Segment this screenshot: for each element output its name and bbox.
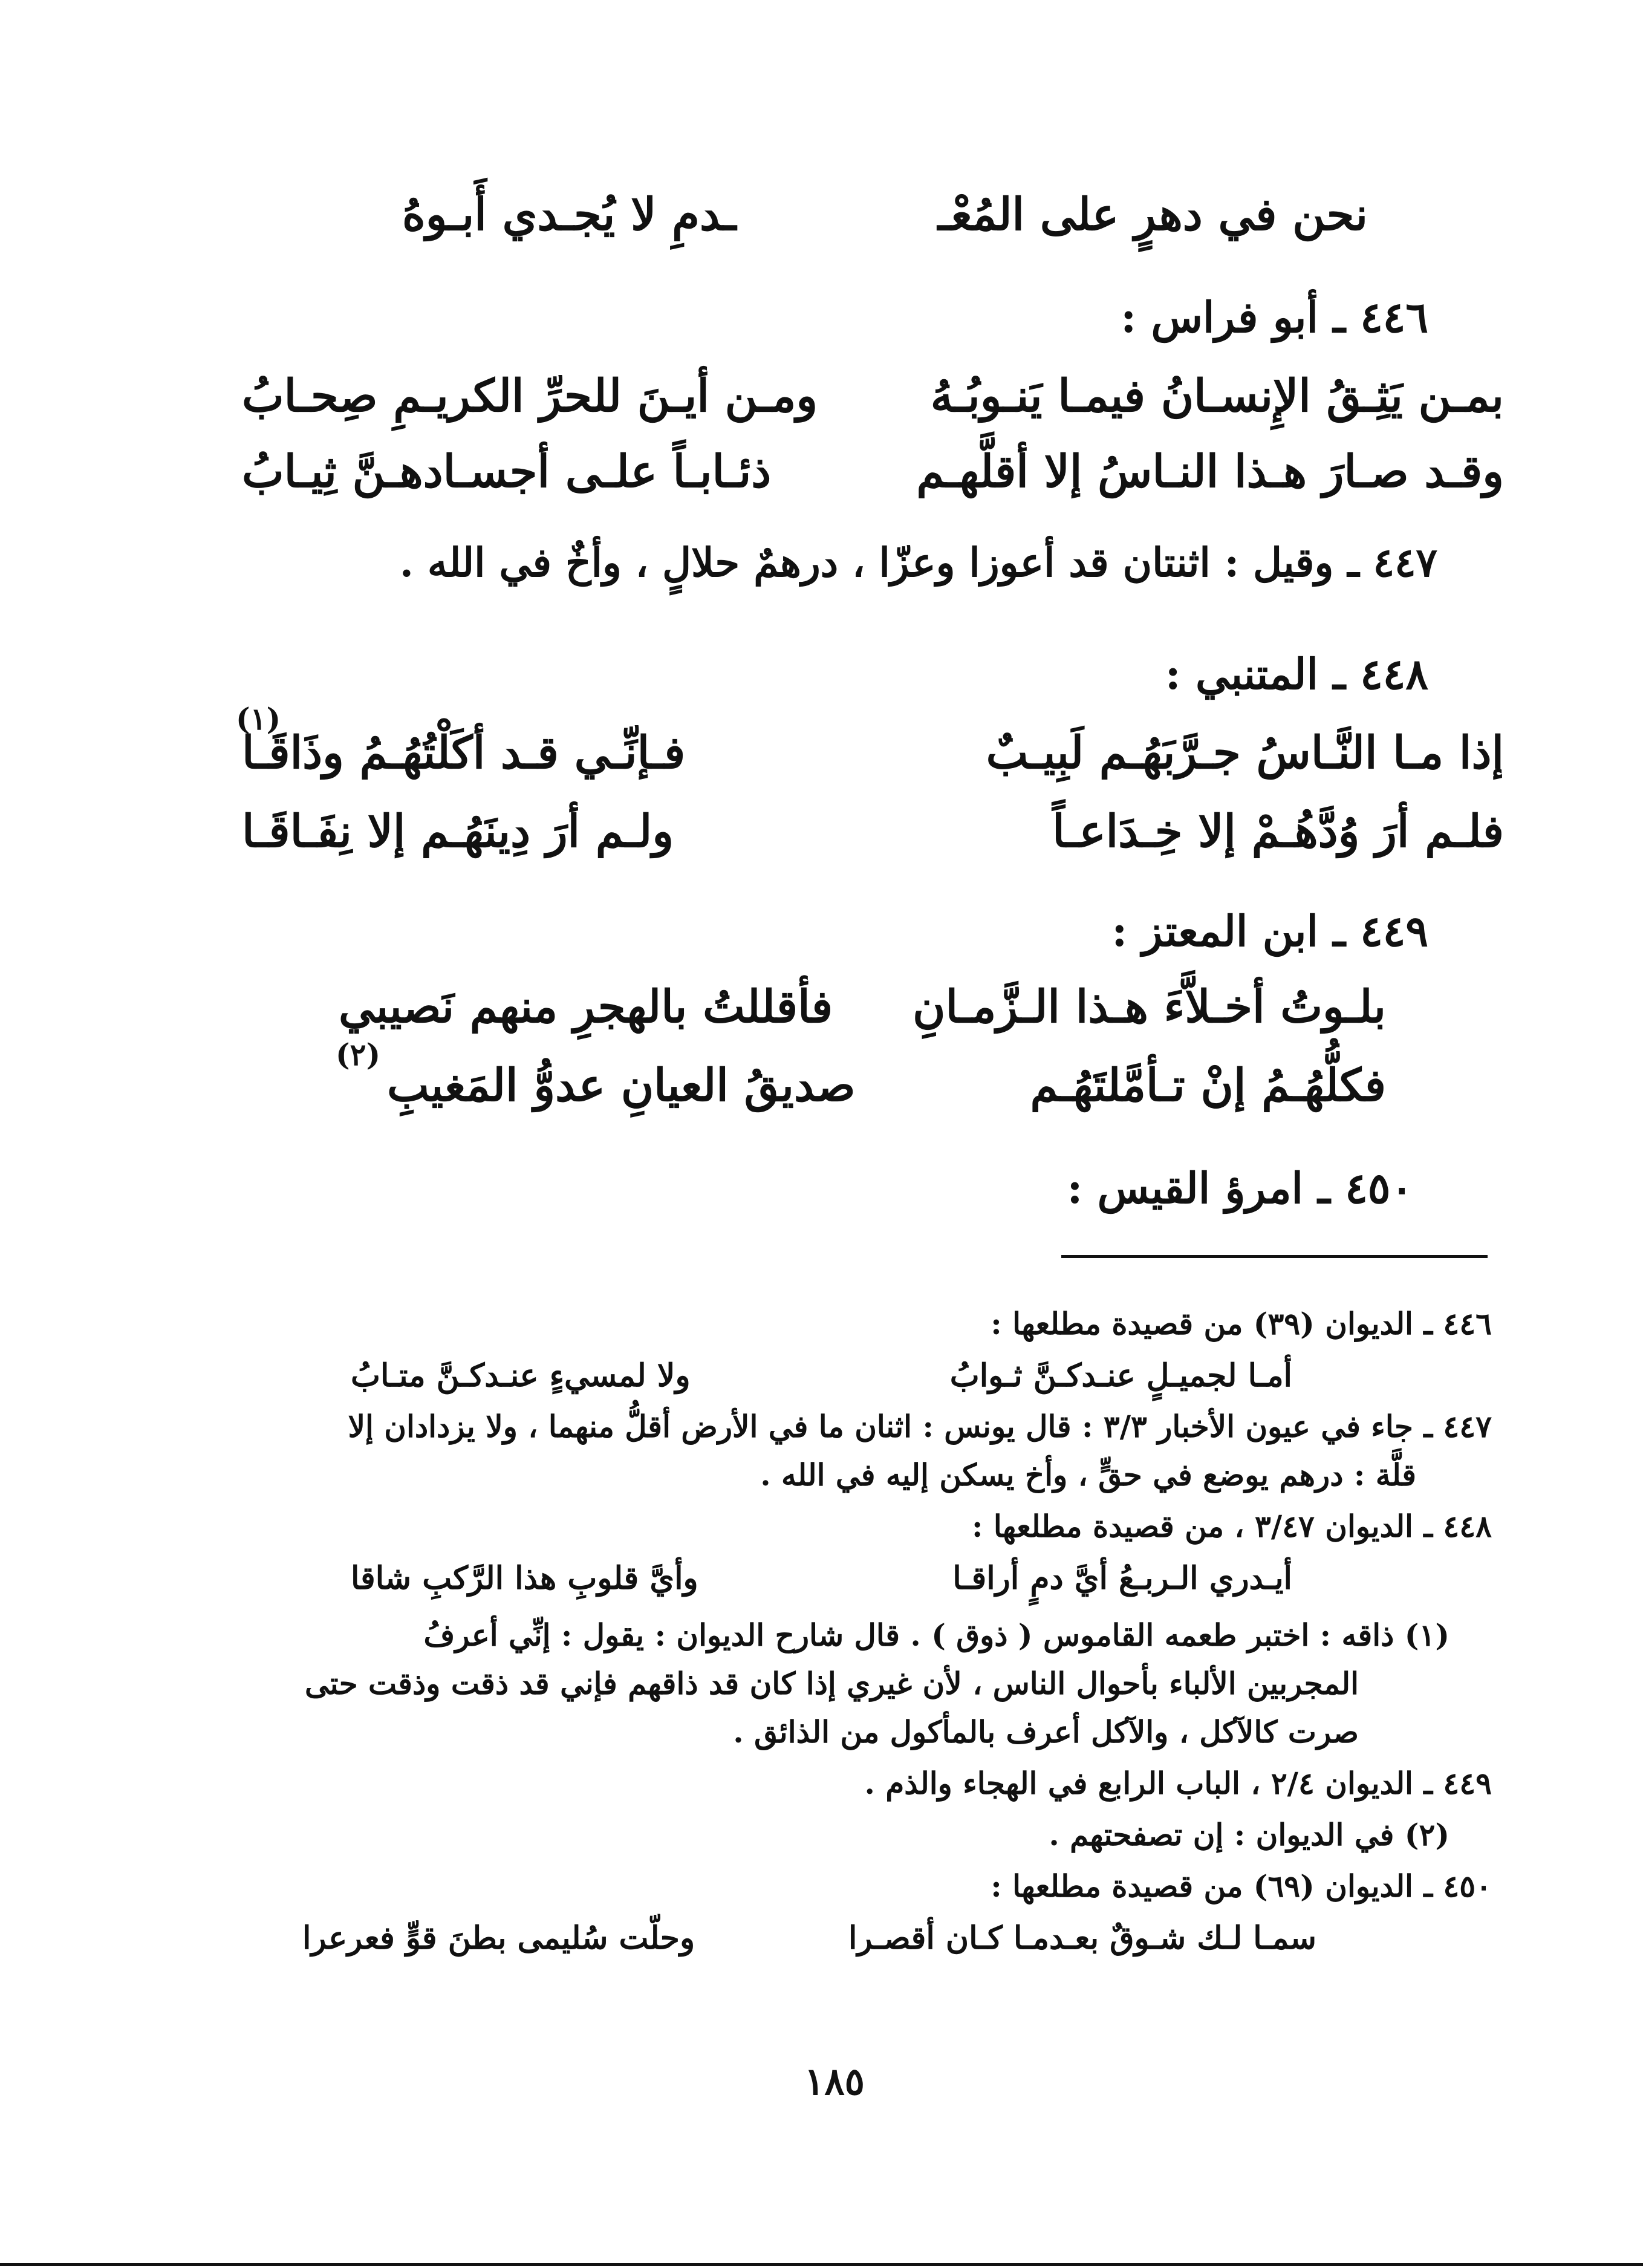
verse-hemistich-right: وقـد صـارَ هـذا النـاسُ إلا أقلَّهـم [916, 446, 1504, 498]
footnote-note: (١) ذاقه : اختبر طعمه القاموس ( ذوق ) . قال شارح الديوان : يقول : إنِّي أعرفُ [423, 1617, 1449, 1653]
verse-hemistich-left: ذئـابـاً علـى أجسـادهـنَّ ثِيـابُ [242, 446, 772, 498]
entry-heading: ٤٤٩ ـ ابن المعتز : [1111, 906, 1428, 956]
verse-hemistich-right: فكلُّهُـمُ إنْ تـأمَّلتَهُـم [1030, 1060, 1386, 1112]
verse-hemistich-left: ومـن أيـنَ للحرِّ الكريـمِ صِحـابُ [242, 370, 818, 422]
verse-hemistich-left: صديقُ العيانِ عدوُّ المَغيبِ [387, 1060, 856, 1112]
footnote-line: ٤٤٨ ـ الديوان ٣/٤٧ ، من قصيدة مطلعها : [971, 1508, 1492, 1544]
verse-hemistich-right: بلـوتُ أخـلاَّءَ هـذا الـزَّمـانِ [913, 981, 1386, 1033]
footnote-verse-left: وحلّت سُليمى بطنَ قوٍّ فعرعرا [302, 1920, 695, 1957]
footnote-line: ٤٤٧ ـ جاء في عيون الأخبار ٣/٣ : قال يونس : اثنان ما في الأرض أقلُّ منهما ، ولا يزدادان إلا [348, 1409, 1492, 1444]
footnote-note: صرت كالآكل ، والآكل أعرف بالمأكول من الذائق . [733, 1714, 1359, 1750]
footnote-marker: (٢) [336, 1037, 381, 1072]
verse-hemistich-left: فأقللتُ بالهجرِ منهم نَصيبي [339, 981, 833, 1033]
footnote-note: (٢) في الديوان : إن تصفحتهم . [1049, 1817, 1449, 1853]
verse-hemistich-right: نحن في دهرٍ على المُعْـ [937, 189, 1368, 241]
verse-hemistich-right: فلـم أرَ وُدَّهُـمْ إلا خِـدَاعـاً [1052, 806, 1504, 858]
verse-hemistich-right: بمـن يَثِـقُ الإِنسـانُ فيمـا يَنـوبُـهُ [930, 370, 1504, 422]
footnote-verse-left: وأيَّ قلوبِ هذا الرَّكبِ شاقا [351, 1560, 698, 1597]
entry-heading: ٤٤٦ ـ أبو فراس : [1121, 292, 1428, 342]
entry-heading: ٤٤٨ ـ المتنبي : [1165, 649, 1428, 699]
verse-hemistich-left: ـدمِ لا يُجـدي أَبـوهُ [402, 189, 737, 241]
verse-hemistich-left: فـإنِّـي قـد أكَلْتُهُـمُ وذَاقَـا [242, 727, 686, 779]
entry-prose: ٤٤٧ ـ وقيل : اثنتان قد أعوزا وعزّا ، درهمٌ حلالٍ ، وأخٌ في الله . [399, 539, 1437, 586]
footnote-line: ٤٥٠ ـ الديوان (٦٩) من قصيدة مطلعها : [991, 1868, 1492, 1904]
footnote-line: قلَّة : درهم يوضع في حقٍّ ، وأخ يسكن إليه في الله . [760, 1457, 1416, 1493]
verse-hemistich-left: ولـم أرَ دِينَهُـم إلا نِفَـاقَـا [242, 806, 674, 858]
footnote-verse-left: ولا لمسيءٍ عنـدكـنَّ متـابُ [351, 1357, 691, 1394]
page-number: ١٨٥ [804, 2059, 865, 2103]
entry-heading: ٤٥٠ ـ امرؤ القيس : [1067, 1163, 1413, 1213]
footnote-verse-right: سمـا لـك شـوقٌ بعـدمـا كـان أقصـرا [848, 1920, 1316, 1957]
footnote-note: المجربين الألباء بأحوال الناس ، لأن غيري إذا كان قد ذاقهم فإني قد ذقت وذقت حتى [304, 1666, 1359, 1701]
footnote-separator [1061, 1255, 1488, 1258]
footnote-marker: (١) [236, 701, 281, 737]
footnote-line: ٤٤٩ ـ الديوان ٢/٤ ، الباب الرابع في الهجاء والذم . [864, 1765, 1492, 1801]
verse-hemistich-right: إذا مـا النَّـاسُ جـرَّبَهُـم لَبِيـبٌ [986, 727, 1504, 779]
footnote-verse-right: أيـدري الـربـعُ أيَّ دمٍ أراقـا [952, 1560, 1292, 1597]
page-edge-line [0, 2263, 1643, 2266]
footnote-verse-right: أمـا لجميـلٍ عنـدكـنَّ ثـوابُ [949, 1357, 1292, 1394]
footnote-line: ٤٤٦ ـ الديوان (٣٩) من قصيدة مطلعها : [991, 1306, 1492, 1341]
